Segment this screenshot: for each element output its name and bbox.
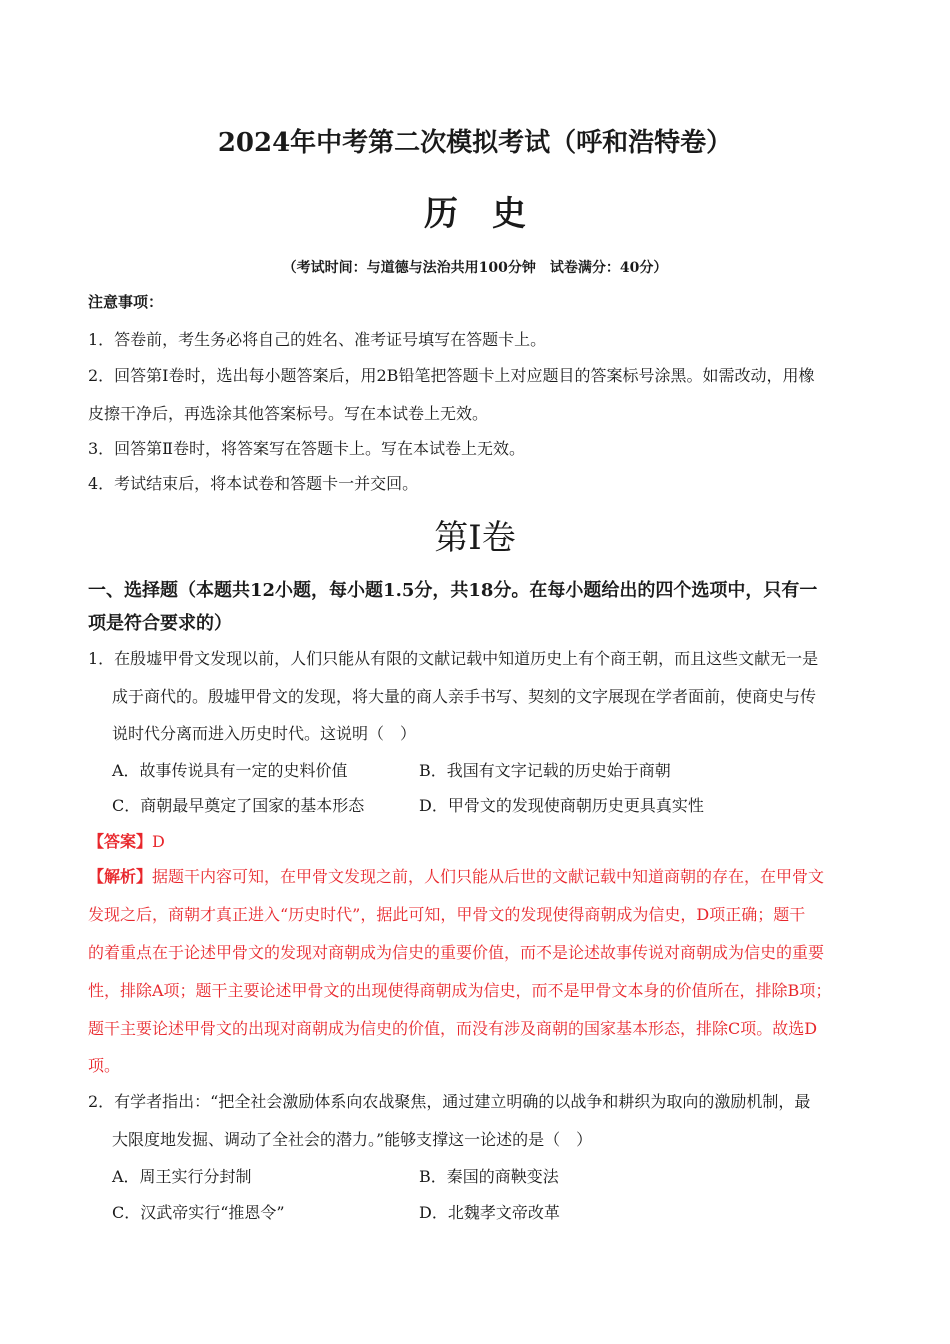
analysis-label: 【解析】 <box>88 867 153 886</box>
question-stem: 说时代分离而进入历史时代。这说明（ ） <box>112 724 417 743</box>
question-stem: 大限度地发掘、调动了全社会的潜力。”能够支撑这一论述的是（ ） <box>112 1130 593 1149</box>
analysis-line <box>88 864 824 887</box>
analysis-text: 的着重点在于论述甲骨文的发现对商朝成为信史的重要价值，而不是论述故事传说对商朝成为信史的重要 <box>88 943 825 962</box>
option-d: D．北魏孝文帝改革 <box>419 1203 560 1222</box>
notice-item: 2．回答第Ⅰ卷时，选出每小题答案后，用2B铅笔把答题卡上对应题目的答案标号涂黑。如需改动，用橡 <box>88 366 815 385</box>
option-a: A．周王实行分封制 <box>112 1167 252 1186</box>
analysis-text: 据题干内容可知，在甲骨文发现之前，人们只能从后世的文献记载中知道商朝的存在，在甲骨文 <box>152 867 825 886</box>
notice-item: 1．答卷前，考生务必将自己的姓名、准考证号填写在答题卡上。 <box>88 330 547 349</box>
subject-title: 历 史 <box>424 194 526 234</box>
option-d: D．甲骨文的发现使商朝历史更具真实性 <box>419 796 704 815</box>
option-a: A．故事传说具有一定的史料价值 <box>112 761 348 780</box>
analysis-text: 项。 <box>88 1056 121 1075</box>
part-heading: 项是符合要求的） <box>88 613 232 634</box>
part-heading: 一、选择题（本题共12小题，每小题1.5分，共18分。在每小题给出的四个选项中，只有一 <box>88 580 818 601</box>
notice-title: 注意事项： <box>88 293 164 311</box>
section-title: 第Ⅰ卷 <box>434 518 516 558</box>
notice-item: 皮擦干净后，再选涂其他答案标号。写在本试卷上无效。 <box>88 404 489 423</box>
exam-title: 2024年中考第二次模拟考试（呼和浩特卷） <box>217 128 733 158</box>
answer-label: 【答案】 <box>88 832 153 851</box>
analysis-text: 发现之后，商朝才真正进入“历史时代”，据此可知，甲骨文的发现使得商朝成为信史，D项正确；题干 <box>88 905 806 924</box>
analysis-text: 性，排除A项；题干主要论述甲骨文的出现使得商朝成为信史，而不是甲骨文本身的价值所在，排除B项； <box>88 981 832 1000</box>
option-b: B．秦国的商鞅变法 <box>419 1167 559 1186</box>
notice-item: 3．回答第Ⅱ卷时，将答案写在答题卡上。写在本试卷上无效。 <box>88 439 526 458</box>
analysis-text: 题干主要论述甲骨文的出现对商朝成为信史的价值，而没有涉及商朝的国家基本形态，排除C项。故选D <box>88 1019 818 1038</box>
question-stem: 1．在殷墟甲骨文发现以前，人们只能从有限的文献记载中知道历史上有个商王朝，而且这些文献无一是 <box>88 649 819 668</box>
answer-line <box>88 829 165 852</box>
option-c: C．汉武帝实行“推恩令” <box>112 1203 285 1222</box>
answer-value: D <box>152 832 165 851</box>
option-c: C．商朝最早奠定了国家的基本形态 <box>112 796 365 815</box>
question-stem: 成于商代的。殷墟甲骨文的发现，将大量的商人亲手书写、契刻的文字展现在学者面前，使商史与传 <box>112 687 817 706</box>
notice-item: 4．考试结束后，将本试卷和答题卡一并交回。 <box>88 474 419 493</box>
question-stem: 2．有学者指出：“把全社会激励体系向农战聚焦，通过建立明确的以战争和耕织为取向的激励机制，最 <box>88 1092 811 1111</box>
exam-info: （考试时间：与道德与法治共用100分钟 试卷满分：40分） <box>282 260 668 276</box>
option-b: B．我国有文字记载的历史始于商朝 <box>419 761 671 780</box>
